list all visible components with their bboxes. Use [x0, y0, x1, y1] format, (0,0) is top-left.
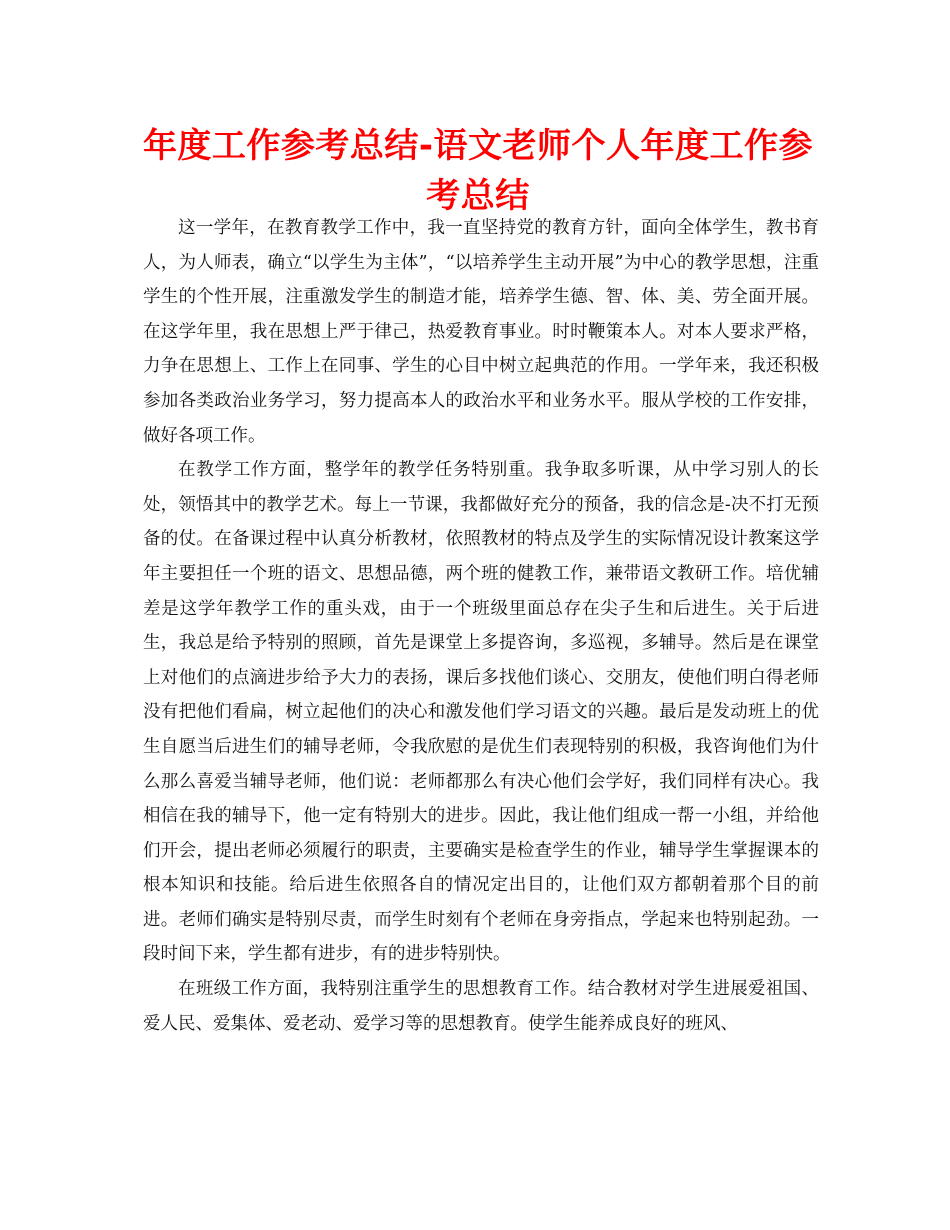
paragraph-1: 这一学年，在教育教学工作中，我一直坚持党的教育方针，面向全体学生，教书育人，为人师表，确立“以学生为主体”，“以培养学生主动开展”为中心的教学思想，注重学生的个性开展，注重激发学生的制造才能，培养学生德、智、体、美、劳全面开展。在这学年里，我在思想上严于律己，热爱教育事业。时时鞭策本人。对本人要求严格，力争在思想上、工作上在同事、学生的心目中树立起典范的作用。一学年来，我还积极参加各类政治业务学习，努力提高本人的政治水平和业务水平。服从学校的工作安排，做好各项工作。 [143, 218, 819, 446]
document-body [143, 211, 819, 1041]
paragraph-2: 在教学工作方面，整学年的教学任务特别重。我争取多听课，从中学习别人的长处，领悟其中的教学艺术。每上一节课，我都做好充分的预备，我的信念是-决不打无预备的仗。在备课过程中认真分析教材，依照教材的特点及学生的实际情况设计教案这学年主要担任一个班的语文、思想品德，两个班的健教工作，兼带语文教研工作。培优辅差是这学年教学工作的重头戏，由于一个班级里面总存在尖子生和后进生。关于后进生，我总是给予特别的照顾，首先是课堂上多提咨询，多巡视，多辅导。然后是在课堂上对他们的点滴进步给予大力的表扬，课后多找他们谈心、交朋友，使他们明白得老师没有把他们看扁，树立起他们的决心和激发他们学习语文的兴趣。最后是发动班上的优生自愿当后进生们的辅导老师，令我欣慰的是优生们表现特别的积极，我咨询他们为什么那么喜爱当辅导老师，他们说：老师都那么有决心他们会学好，我们同样有决心。我相信在我的辅导下，他一定有特别大的进步。因此，我让他们组成一帮一小组，并给他们开会，提出老师必须履行的职责，主要确实是检查学生的作业，辅导学生掌握课本的根本知识和技能。给后进生依照各自的情况定出目的，让他们双方都朝着那个目的前进。老师们确实是特别尽责，而学生时刻有个老师在身旁指点，学起来也特别起劲。一段时间下来，学生都有进步，有的进步特别快。 [143, 460, 819, 965]
paragraph-3: 在班级工作方面，我特别注重学生的思想教育工作。结合教材对学生进展爱祖国、爱人民、爱集体、爱老动、爱学习等的思想教育。使学生能养成良好的班风、 [143, 979, 819, 1034]
document-title: 年度工作参考总结-语文老师个人年度工作参考总结 [142, 126, 814, 216]
